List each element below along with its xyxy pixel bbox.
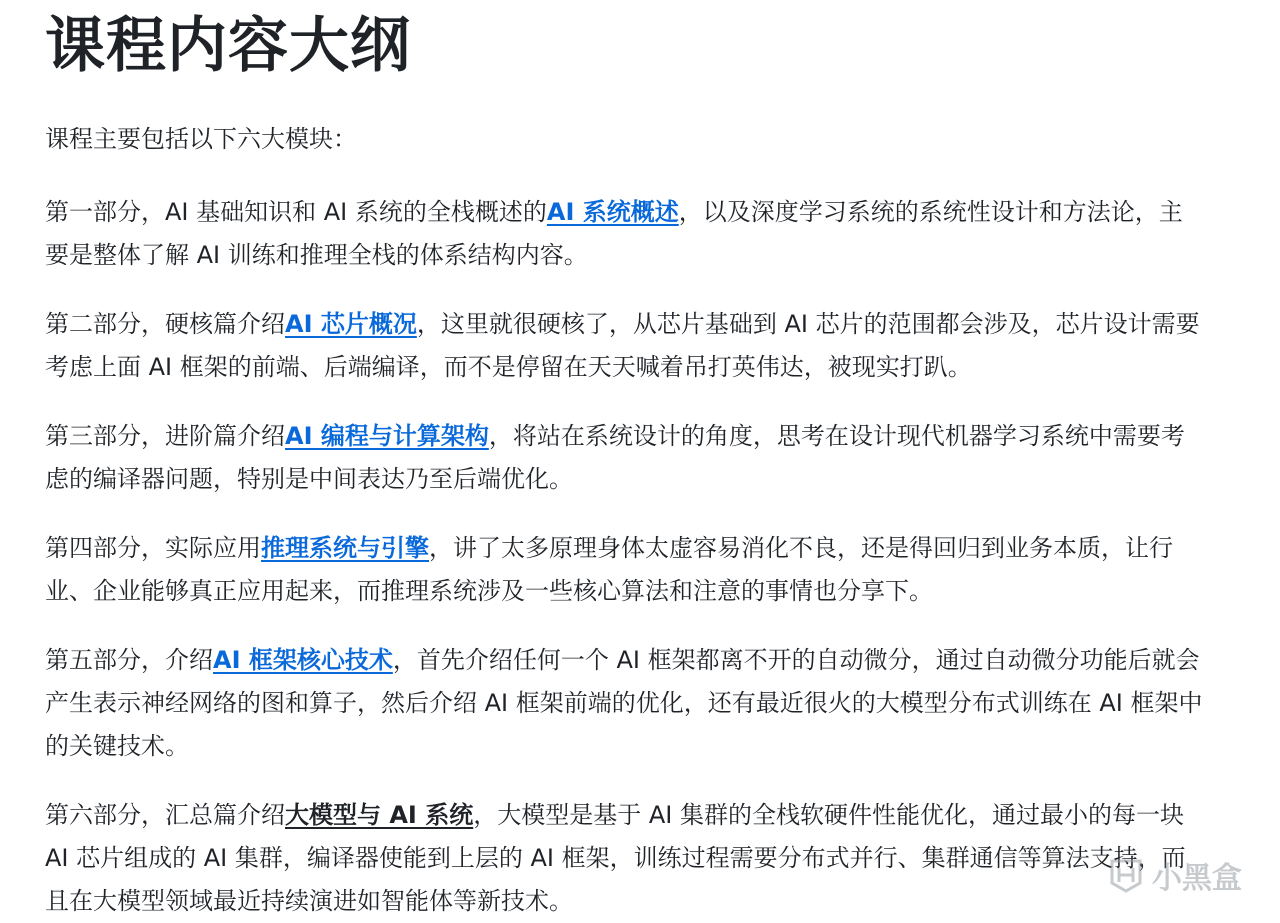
xiaoheihe-logo-icon bbox=[1106, 855, 1146, 895]
paragraph-part-6 bbox=[45, 794, 1205, 923]
paragraph-text-after: ，以及深度学习系统的系统性设计和方法论，主要是整体了解 AI 训练和推理全栈的体系结构内容。 bbox=[45, 198, 1183, 269]
link-ai-chip-overview[interactable]: AI 芯片概况 bbox=[285, 310, 417, 338]
paragraph-text-after: ，大模型是基于 AI 集群的全栈软硬件性能优化，通过最小的每一块 AI 芯片组成的 AI 集群，编译器使能到上层的 AI 框架，训练过程需要分布式并行、集群通信等算法支持，而且在大模型领域最近持续演进如智能体等新技术。 bbox=[45, 801, 1186, 915]
link-ai-framework-core-tech[interactable]: AI 框架核心技术 bbox=[213, 646, 393, 674]
paragraph-part-5 bbox=[45, 639, 1205, 768]
paragraph-text-before: 第二部分，硬核篇介绍 bbox=[45, 310, 285, 338]
paragraph-part-4 bbox=[45, 527, 1205, 613]
paragraph-part-1 bbox=[45, 191, 1205, 277]
link-large-model-ai-system[interactable]: 大模型与 AI 系统 bbox=[285, 801, 474, 829]
paragraph-text-before: 第五部分，介绍 bbox=[45, 646, 213, 674]
paragraph-part-3 bbox=[45, 415, 1205, 501]
article bbox=[45, 0, 1205, 923]
link-inference-system-engine[interactable]: 推理系统与引擎 bbox=[261, 534, 429, 562]
paragraph-text-before: 第一部分，AI 基础知识和 AI 系统的全栈概述的 bbox=[45, 198, 547, 226]
paragraph-text-before: 第三部分，进阶篇介绍 bbox=[45, 422, 285, 450]
link-ai-system-overview[interactable]: AI 系统概述 bbox=[546, 198, 679, 226]
paragraph-text-after: ，将站在系统设计的角度，思考在设计现代机器学习系统中需要考虑的编译器问题，特别是中间表达乃至后端优化。 bbox=[45, 422, 1185, 493]
paragraph-part-2 bbox=[45, 303, 1205, 389]
watermark bbox=[1106, 853, 1242, 897]
watermark-text: 小黑盒 bbox=[1152, 861, 1242, 896]
paragraph-text-after: ，首先介绍任何一个 AI 框架都离不开的自动微分，通过自动微分功能后就会产生表示神经网络的图和算子，然后介绍 AI 框架前端的优化，还有最近很火的大模型分布式训练在 AI 框架中的关键技术。 bbox=[45, 646, 1203, 760]
paragraph-text-before: 第六部分，汇总篇介绍 bbox=[45, 801, 285, 829]
paragraph-text-before: 第四部分，实际应用 bbox=[45, 534, 261, 562]
intro-text: 课程主要包括以下六大模块： bbox=[45, 125, 357, 153]
paragraph-text-after: ，这里就很硬核了，从芯片基础到 AI 芯片的范围都会涉及，芯片设计需要考虑上面 AI 框架的前端、后端编译，而不是停留在天天喊着吊打英伟达，被现实打趴。 bbox=[45, 310, 1200, 381]
paragraph-text-after: ，讲了太多原理身体太虚容易消化不良，还是得回归到业务本质，让行业、企业能够真正应用起来，而推理系统涉及一些核心算法和注意的事情也分享下。 bbox=[45, 534, 1173, 605]
link-ai-programming-architecture[interactable]: AI 编程与计算架构 bbox=[285, 422, 489, 450]
page-title: 课程内容大纲 bbox=[45, 11, 411, 81]
